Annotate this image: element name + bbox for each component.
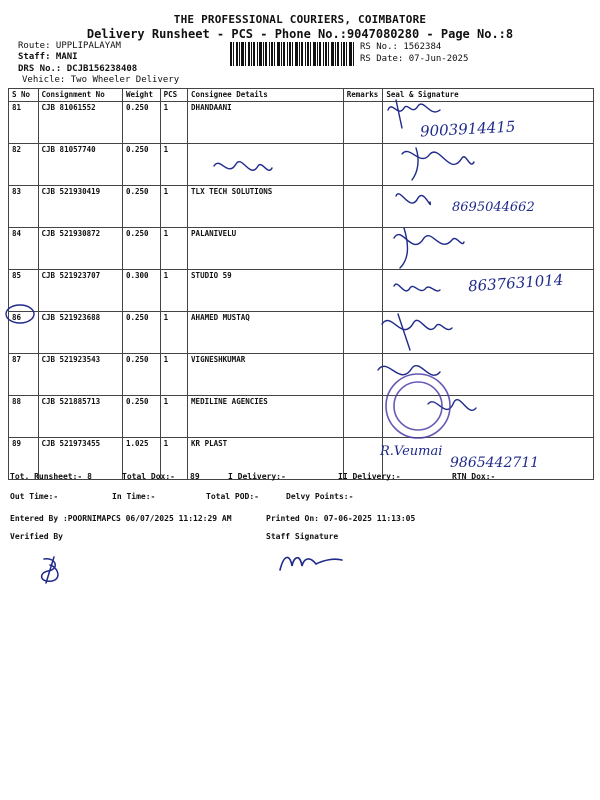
cell-pcs: 1 [160,144,187,186]
cell-remarks [343,228,383,270]
cell-sno: 88 [9,396,39,438]
cell-sno: 87 [9,354,39,396]
cell-weight: 1.025 [122,438,160,480]
cell-consignee: STUDIO 59 [188,270,344,312]
rtn-dox: RTN Dox:- [452,472,496,481]
cell-consignee: AHAMED MUSTAQ [188,312,344,354]
cell-sno: 83 [9,186,39,228]
table-row [9,354,594,396]
cell-consignee: PALANIVELU [188,228,344,270]
cell-consignee: MEDILINE AGENCIES [188,396,344,438]
in-time: In Time:- [112,492,156,501]
delvy-points: Delvy Points:- [286,492,354,501]
handwritten-name-89: R.Veumai [380,444,443,459]
company-title: THE PROFESSIONAL COURIERS, COIMBATORE [173,13,427,26]
vehicle-label: Vehicle: Two Wheeler Delivery [22,75,180,85]
table-row [9,228,594,270]
handwritten-phone-89: 9865442711 [450,455,540,471]
cell-seal [383,144,594,186]
cell-weight: 0.250 [122,396,160,438]
cell-sno: 81 [9,102,39,144]
table-row [9,144,594,186]
cell-consignment: CJB 521973455 [38,438,122,480]
cell-remarks [343,354,383,396]
out-time: Out Time:- [10,492,59,501]
col-weight: Weight [122,89,160,102]
cell-consignee: DHANDAANI [188,102,344,144]
handwritten-phone-83: 8695044662 [452,200,535,215]
cell-sno: 85 [9,270,39,312]
cell-remarks [343,312,383,354]
cell-weight: 0.300 [122,270,160,312]
table-row [9,312,594,354]
cell-remarks [343,186,383,228]
cell-remarks [343,144,383,186]
col-remarks: Remarks [343,89,383,102]
runsheet-title: Delivery Runsheet - PCS - Phone No.:9047080280 - Page No.:8 [86,27,514,41]
cell-consignment: CJB 521923707 [38,270,122,312]
i-delivery: I Delivery:- [228,472,286,481]
handwritten-phone-81: 9003914415 [419,117,516,141]
cell-sno: 89 [9,438,39,480]
cell-consignee: KR PLAST [188,438,344,480]
cell-sno: 82 [9,144,39,186]
cell-consignee: VIGNESHKUMAR [188,354,344,396]
cell-weight: 0.250 [122,102,160,144]
cell-pcs: 1 [160,186,187,228]
cell-pcs: 1 [160,102,187,144]
cell-pcs: 1 [160,270,187,312]
printed-on: Printed On: 07-06-2025 11:13:05 [266,514,416,523]
cell-consignment: CJB 521923543 [38,354,122,396]
cell-weight: 0.250 [122,228,160,270]
cell-pcs: 1 [160,312,187,354]
cell-consignment: CJB 521930872 [38,228,122,270]
cell-pcs: 1 [160,228,187,270]
verified-by: Verified By [10,532,63,541]
verified-signature [34,555,74,585]
cell-weight: 0.250 [122,186,160,228]
rs-number: RS No.: 1562384 [360,42,442,52]
col-consignment: Consignment No [38,89,122,102]
cell-consignment: CJB 81057740 [38,144,122,186]
drs-label: DRS No.: DCJB156238408 [18,64,138,74]
cell-seal [383,312,594,354]
cell-remarks [343,396,383,438]
cell-weight: 0.250 [122,312,160,354]
cell-remarks [343,102,383,144]
total-dox-label: Total Dox:- [122,472,175,481]
tot-runsheet: Tot. Runsheet:- 8 [10,472,92,481]
total-pod: Total POD:- [206,492,259,501]
total-dox-value: 89 [190,472,200,481]
col-sno: S No [9,89,39,102]
table-header-row [9,89,594,102]
cell-seal [383,396,594,438]
cell-consignee [188,144,344,186]
cell-seal [383,354,594,396]
cell-remarks [343,270,383,312]
cell-weight: 0.250 [122,354,160,396]
cell-sno: 84 [9,228,39,270]
cell-seal [383,228,594,270]
cell-weight: 0.250 [122,144,160,186]
barcode [230,42,354,66]
cell-consignee: TLX TECH SOLUTIONS [188,186,344,228]
rs-date: RS Date: 07-Jun-2025 [360,54,469,64]
cell-pcs: 1 [160,438,187,480]
col-seal: Seal & Signature [383,89,594,102]
cell-consignment: CJB 521930419 [38,186,122,228]
col-consignee: Consignee Details [188,89,344,102]
cell-consignment: CJB 521885713 [38,396,122,438]
entered-by: Entered By :POORNIMAPCS 06/07/2025 11:12:29 AM [10,514,232,523]
staff-label: Staff: MANI [18,52,78,62]
cell-consignment: CJB 521923688 [38,312,122,354]
cell-pcs: 1 [160,396,187,438]
handwritten-phone-85: 8637631014 [467,270,564,296]
cell-pcs: 1 [160,354,187,396]
staff-signature-mark [276,548,346,574]
table-row [9,396,594,438]
col-pcs: PCS [160,89,187,102]
staff-signature-label: Staff Signature [266,532,339,541]
cell-consignment: CJB 81061552 [38,102,122,144]
ii-delivery: II Delivery:- [338,472,401,481]
cell-sno: 86 [9,312,39,354]
route-label: Route: UPPLIPALAYAM [18,41,121,51]
